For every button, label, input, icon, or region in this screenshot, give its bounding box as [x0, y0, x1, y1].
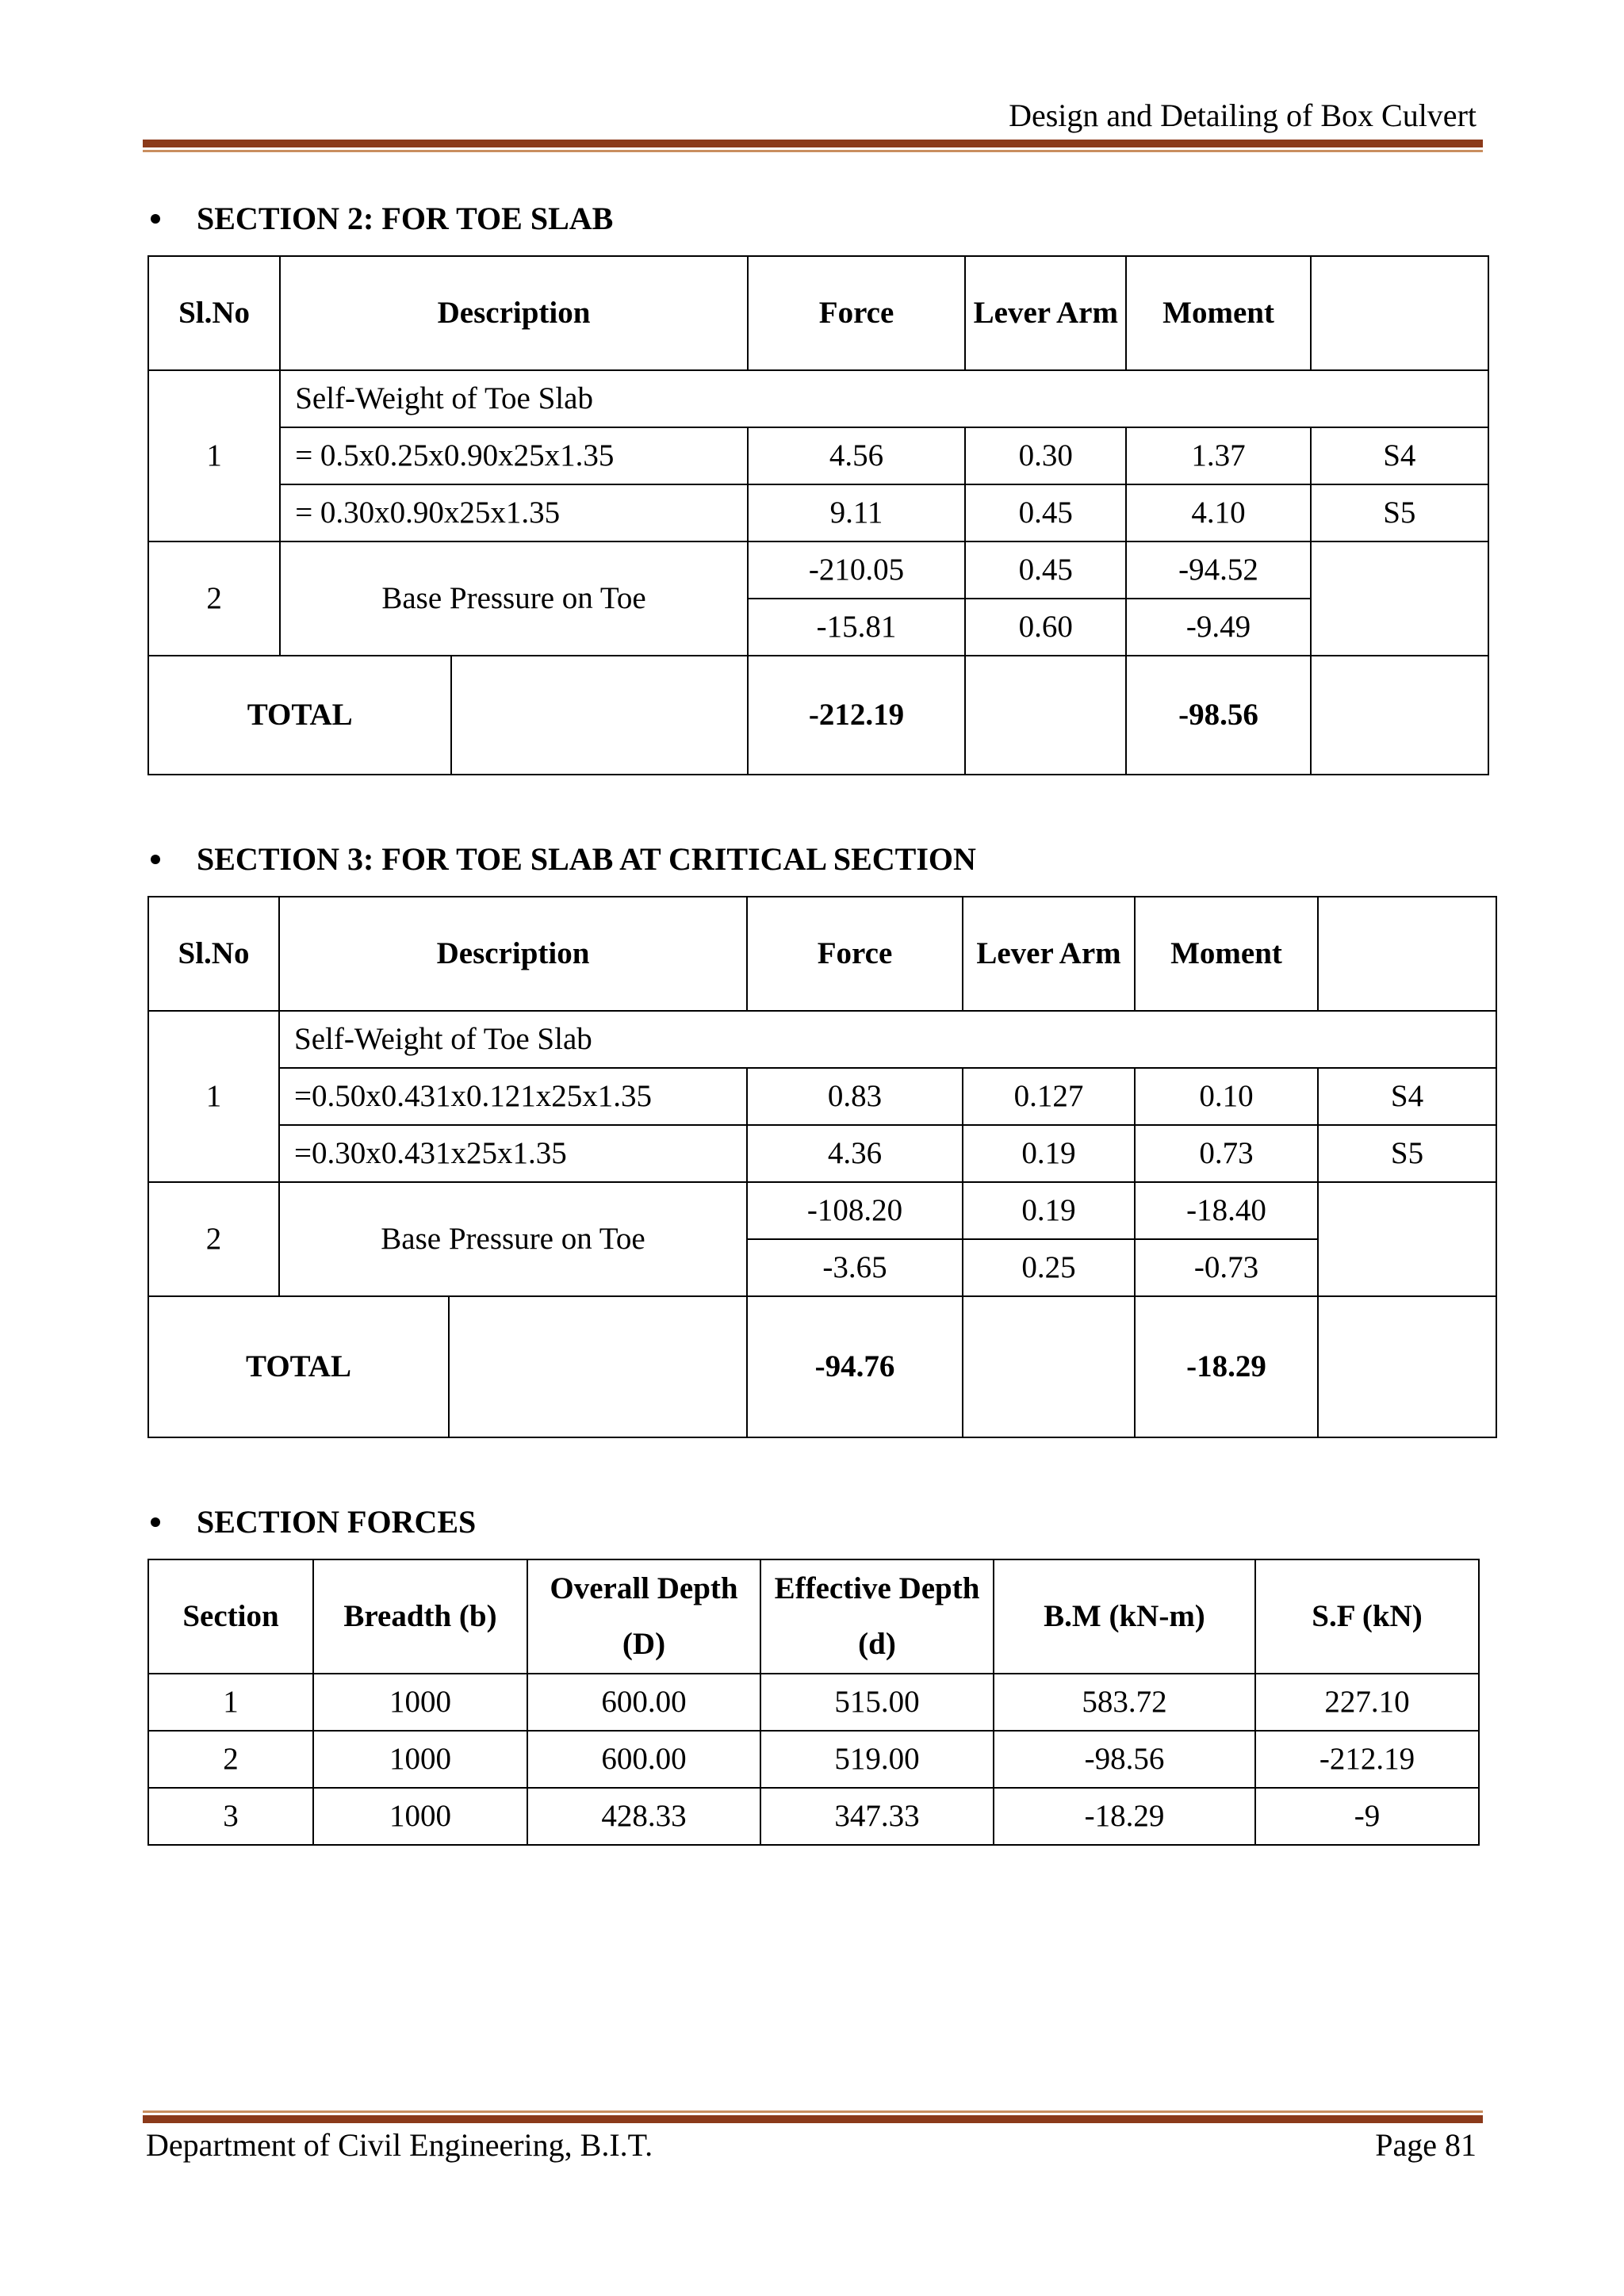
- total-moment: -98.56: [1126, 656, 1310, 775]
- total-moment: -18.29: [1135, 1296, 1318, 1437]
- total-lever-blank: [965, 656, 1126, 775]
- row-slno: 1: [148, 1011, 279, 1182]
- cell-moment: 0.73: [1135, 1125, 1318, 1182]
- table-row: [148, 1674, 1479, 1731]
- total-label: TOTAL: [148, 656, 451, 775]
- row-description: Base Pressure on Toe: [280, 541, 748, 656]
- row-description: Self-Weight of Toe Slab: [280, 370, 1488, 427]
- cell-section: 1: [148, 1674, 313, 1731]
- cell-force: 4.36: [747, 1125, 963, 1182]
- col-header-slno: Sl.No: [148, 897, 279, 1011]
- cell-overall-depth: 428.33: [527, 1788, 760, 1845]
- header-rule: [143, 140, 1483, 152]
- col-header-bending-moment: B.M (kN-m): [994, 1559, 1255, 1674]
- col-header-effective-depth: Effective Depth (d): [760, 1559, 994, 1674]
- cell-breadth: 1000: [313, 1788, 527, 1845]
- cell-breadth: 1000: [313, 1731, 527, 1788]
- col-header-force: Force: [747, 897, 963, 1011]
- cell-effective-depth: 515.00: [760, 1674, 994, 1731]
- cell-force: -108.20: [747, 1182, 963, 1239]
- cell-bending-moment: 583.72: [994, 1674, 1255, 1731]
- footer-department: Department of Civil Engineering, B.I.T.: [146, 2127, 653, 2163]
- cell-moment: 1.37: [1126, 427, 1310, 484]
- cell-overall-depth: 600.00: [527, 1731, 760, 1788]
- cell-tag-blank: [1311, 541, 1488, 656]
- cell-lever-arm: 0.45: [965, 484, 1126, 541]
- total-blank: [449, 1296, 747, 1437]
- row-slno: 2: [148, 1182, 279, 1296]
- col-header-overall-depth: Overall Depth (D): [527, 1559, 760, 1674]
- cell-tag: S4: [1318, 1068, 1496, 1125]
- cell-moment: -18.40: [1135, 1182, 1318, 1239]
- row-description: Base Pressure on Toe: [279, 1182, 747, 1296]
- total-force: -212.19: [748, 656, 965, 775]
- section-forces-table: [147, 1559, 1480, 1846]
- cell-force: 0.83: [747, 1068, 963, 1125]
- cell-shear-force: -212.19: [1255, 1731, 1479, 1788]
- cell-force: 4.56: [748, 427, 965, 484]
- cell-lever-arm: 0.25: [963, 1239, 1135, 1296]
- col-header-moment: Moment: [1135, 897, 1318, 1011]
- bullet-icon: [151, 1517, 160, 1527]
- section-2-table: [147, 255, 1489, 775]
- cell-force: 9.11: [748, 484, 965, 541]
- cell-lever-arm: 0.45: [965, 541, 1126, 599]
- col-header-moment: Moment: [1126, 256, 1310, 370]
- col-header-shear-force: S.F (kN): [1255, 1559, 1479, 1674]
- cell-shear-force: 227.10: [1255, 1674, 1479, 1731]
- cell-lever-arm: 0.30: [965, 427, 1126, 484]
- cell-force: -210.05: [748, 541, 965, 599]
- footer-rule: [143, 2110, 1483, 2123]
- total-force: -94.76: [747, 1296, 963, 1437]
- cell-moment: -0.73: [1135, 1239, 1318, 1296]
- table-row: [148, 1731, 1479, 1788]
- cell-breadth: 1000: [313, 1674, 527, 1731]
- cell-force: -15.81: [748, 599, 965, 656]
- col-header-lever-arm: Lever Arm: [965, 256, 1126, 370]
- sub-description: = 0.5x0.25x0.90x25x1.35: [280, 427, 748, 484]
- cell-moment: 4.10: [1126, 484, 1310, 541]
- col-header-blank: [1318, 897, 1496, 1011]
- cell-section: 3: [148, 1788, 313, 1845]
- cell-bending-moment: -98.56: [994, 1731, 1255, 1788]
- bullet-icon: [151, 214, 160, 224]
- cell-tag: S5: [1318, 1125, 1496, 1182]
- section-forces-heading-text: SECTION FORCES: [197, 1504, 477, 1540]
- row-slno: 2: [148, 541, 280, 656]
- total-tag-blank: [1311, 656, 1488, 775]
- cell-lever-arm: 0.60: [965, 599, 1126, 656]
- cell-tag: S5: [1311, 484, 1488, 541]
- col-header-section: Section: [148, 1559, 313, 1674]
- total-blank: [451, 656, 747, 775]
- cell-moment: -9.49: [1126, 599, 1310, 656]
- bullet-icon: [151, 855, 160, 864]
- total-label: TOTAL: [148, 1296, 449, 1437]
- col-header-description: Description: [279, 897, 747, 1011]
- sub-description: =0.30x0.431x25x1.35: [279, 1125, 747, 1182]
- cell-section: 2: [148, 1731, 313, 1788]
- total-lever-blank: [963, 1296, 1135, 1437]
- cell-lever-arm: 0.19: [963, 1182, 1135, 1239]
- running-header-title: Design and Detailing of Box Culvert: [1009, 98, 1477, 133]
- section-forces-heading: [197, 1502, 476, 1543]
- sub-description: = 0.30x0.90x25x1.35: [280, 484, 748, 541]
- cell-moment: 0.10: [1135, 1068, 1318, 1125]
- col-header-slno: Sl.No: [148, 256, 280, 370]
- row-slno: 1: [148, 370, 280, 541]
- cell-lever-arm: 0.19: [963, 1125, 1135, 1182]
- cell-shear-force: -9: [1255, 1788, 1479, 1845]
- section-3-heading-text: SECTION 3: FOR TOE SLAB AT CRITICAL SECTION: [197, 841, 976, 877]
- cell-force: -3.65: [747, 1239, 963, 1296]
- col-header-breadth: Breadth (b): [313, 1559, 527, 1674]
- col-header-lever-arm: Lever Arm: [963, 897, 1135, 1011]
- footer-page-number: Page 81: [1375, 2127, 1477, 2163]
- col-header-description: Description: [280, 256, 748, 370]
- cell-effective-depth: 347.33: [760, 1788, 994, 1845]
- table-row: [148, 1788, 1479, 1845]
- col-header-blank: [1311, 256, 1488, 370]
- cell-moment: -94.52: [1126, 541, 1310, 599]
- row-description: Self-Weight of Toe Slab: [279, 1011, 1496, 1068]
- section-3-heading: [197, 839, 976, 880]
- cell-bending-moment: -18.29: [994, 1788, 1255, 1845]
- total-tag-blank: [1318, 1296, 1496, 1437]
- cell-overall-depth: 600.00: [527, 1674, 760, 1731]
- cell-tag-blank: [1318, 1182, 1496, 1296]
- section-2-heading-text: SECTION 2: FOR TOE SLAB: [197, 201, 614, 236]
- col-header-force: Force: [748, 256, 965, 370]
- section-2-heading: [197, 198, 613, 239]
- cell-tag: S4: [1311, 427, 1488, 484]
- cell-effective-depth: 519.00: [760, 1731, 994, 1788]
- cell-lever-arm: 0.127: [963, 1068, 1135, 1125]
- sub-description: =0.50x0.431x0.121x25x1.35: [279, 1068, 747, 1125]
- section-3-table: [147, 896, 1497, 1438]
